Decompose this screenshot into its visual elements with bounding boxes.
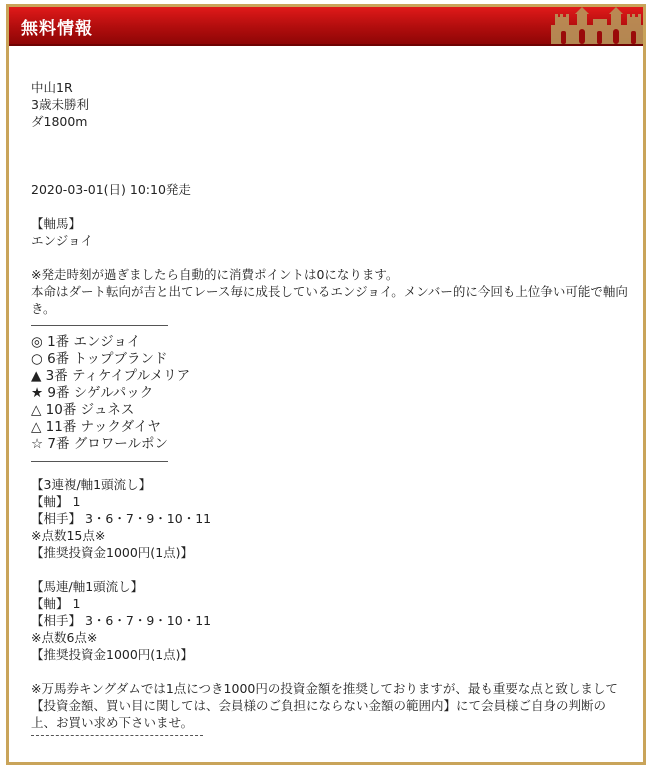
pick-item: △ 11番 ナックダイヤ [31, 419, 161, 435]
bet-trio [31, 476, 633, 561]
divider [31, 325, 168, 326]
pick-item: ▲ 3番 ティケイプルメリア [31, 368, 191, 384]
race-start-time: 2020-03-01(日) 10:10発走 [31, 182, 191, 197]
free-info-content [31, 79, 633, 736]
disclaimer [31, 680, 633, 731]
bet-amount: 【推奨投資金1000円(1点)】 [31, 545, 194, 560]
bet-axis: 【軸】 1 [31, 596, 81, 611]
bet-amount: 【推奨投資金1000円(1点)】 [31, 647, 194, 662]
race-class: 3歳未勝利 [31, 97, 89, 112]
castle-icon [551, 7, 643, 44]
bet-axis: 【軸】 1 [31, 494, 81, 509]
pick-item: ◎ 1番 エンジョイ [31, 334, 141, 350]
bet-type: 【3連複/軸1頭流し】 [31, 477, 152, 492]
picks-list [31, 334, 633, 453]
bet-quinella [31, 578, 633, 663]
panel-header [9, 7, 643, 46]
axis-horse: エンジョイ [31, 233, 93, 248]
bet-points: ※点数15点※ [31, 528, 106, 543]
bet-points: ※点数6点※ [31, 630, 98, 645]
disclaimer-line: 上、お買い求め下さいませ。 [31, 715, 194, 730]
bet-partners: 【相手】 3・6・7・9・10・11 [31, 613, 212, 628]
bet-partners: 【相手】 3・6・7・9・10・11 [31, 511, 212, 526]
race-distance: ダ1800m [31, 114, 88, 129]
analysis-comment: 本命はダート転向が吉と出てレース毎に成長しているエンジョイ。メンバー的に今回も上位争い可能で軸向き。 [31, 284, 628, 316]
axis-heading: 【軸馬】 [31, 216, 82, 231]
panel-title: 無料情報 [21, 19, 93, 39]
pick-item: ★ 9番 シゲルパック [31, 385, 154, 401]
disclaimer-line: 【投資金額、買い目に関しては、会員様のご負担にならない金額の範囲内】にて会員様ご自身の判断の [31, 698, 607, 713]
pick-item: ○ 6番 トップブランド [31, 351, 168, 367]
race-name: 中山1R [31, 80, 73, 95]
bet-type: 【馬連/軸1頭流し】 [31, 579, 144, 594]
disclaimer-line: ※万馬券キングダムでは1点につき1000円の投資金額を推奨しておりますが、最も重要な点と致しまして [31, 681, 618, 696]
pick-item: ☆ 7番 グロワールポン [31, 436, 169, 452]
dashed-divider [31, 735, 203, 736]
free-info-panel [6, 4, 646, 765]
point-notice: ※発走時刻が過ぎましたら自動的に消費ポイントは0になります。 [31, 267, 399, 282]
pick-item: △ 10番 ジュネス [31, 402, 135, 418]
divider [31, 461, 168, 462]
